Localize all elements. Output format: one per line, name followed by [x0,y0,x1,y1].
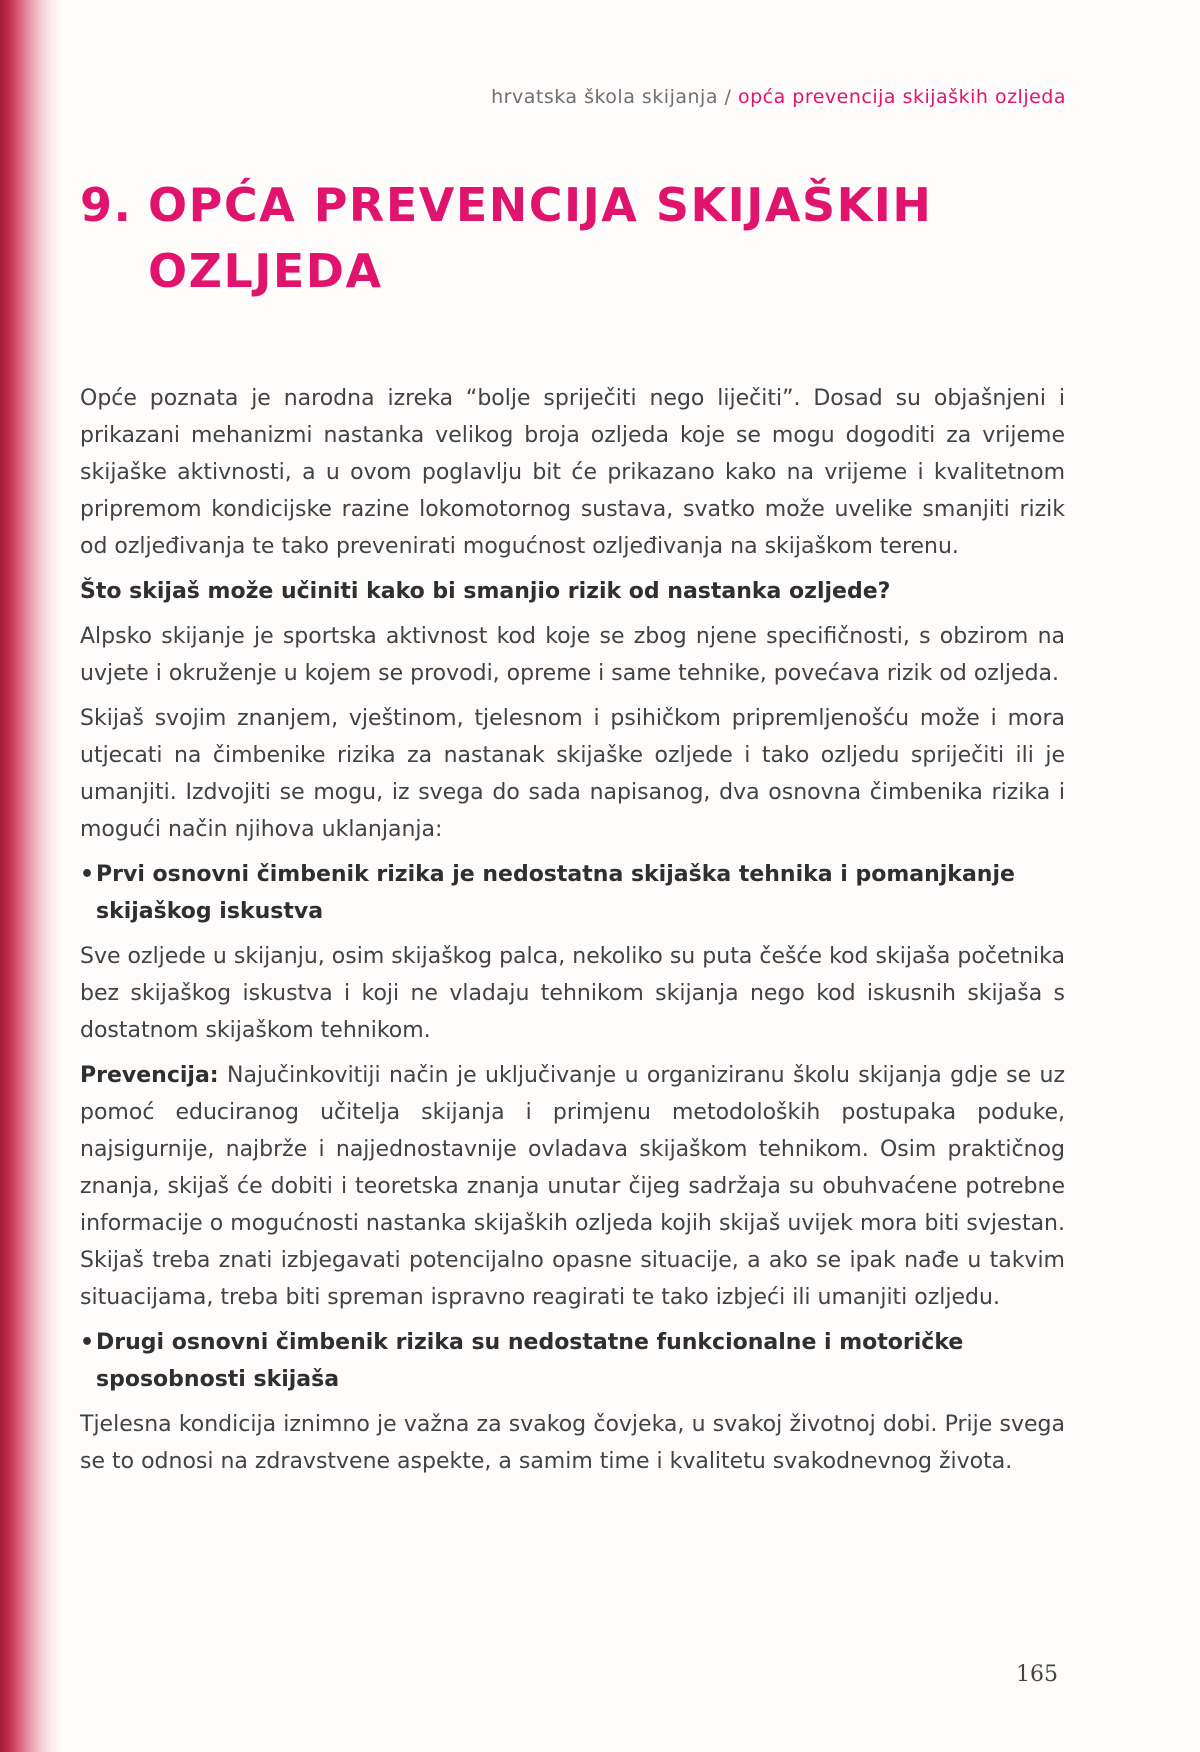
bullet-heading-text: Drugi osnovni čimbenik rizika su nedostatne funkcionalne i motoričke sposobnosti skijaša [96,1330,964,1392]
book-spine-edge [0,0,62,1752]
intro-paragraph: Opće poznata je narodna izreka “bolje spriječiti nego liječiti”. Dosad su objašnjeni i prikazani mehanizmi nastanka velikog broja ozljeda koje se mogu dogoditi za vrijeme skijaške aktivnosti, a u ovom poglavlju bit će prikazano kako na vrijeme i kvalitetnom pripremom kondicijske razine lokomotornog sustava, svatko može uvelike smanjiti rizik od ozljeđivanja te tako prevenirati mogućnost ozljeđivanja na skijaškom terenu. [80,386,1065,559]
bullet-heading-first-risk-factor [80,856,1065,930]
prevention-label: Prevencija: [80,1063,219,1088]
question-subheading: Što skijaš može učiniti kako bi smanjio rizik od nastanka ozljede? [80,579,891,604]
paragraph-physical-condition: Tjelesna kondicija iznimno je važna za svakog čovjeka, u svakoj životnoj dobi. Prije svega se to odnosi na zdravstvene aspekte, a samim time i kvalitetu svakodnevnog života. [80,1412,1065,1474]
bullet-heading-second-risk-factor [80,1324,1065,1398]
bullet-heading-text: Prvi osnovni čimbenik rizika je nedostatna skijaška tehnika i pomanjkanje skijaškog iskustva [96,862,1015,924]
paragraph-injury-frequency: Sve ozljede u skijanju, osim skijaškog palca, nekoliko su puta češće kod skijaša početnika bez skijaškog iskustva i koji ne vladaju tehnikom skijanja nego kod iskusnih skijaša s dostatnom skijaškom tehnikom. [80,944,1065,1043]
chapter-heading [80,172,1080,304]
running-header [491,86,1066,108]
running-header-chapter-title: opća prevencija skijaških ozljeda [737,86,1066,108]
running-header-book-title: hrvatska škola skijanja [491,86,718,108]
chapter-body [80,380,1065,1488]
page-number: 165 [1016,1662,1058,1687]
chapter-title: OPĆA PREVENCIJA SKIJAŠKIH OZLJEDA [148,178,933,298]
bullet-dot: • [80,862,95,887]
paragraph-alpine-skiing: Alpsko skijanje je sportska aktivnost kod koje se zbog njene specifičnosti, s obzirom na uvjete i okruženje u kojem se provodi, opreme i same tehnike, povećava rizik od ozljeda. [80,624,1065,686]
running-header-separator: / [717,86,738,108]
paragraph-prevention [80,1057,1065,1316]
prevention-text: Najučinkovitiji način je uključivanje u organiziranu školu skijanja gdje se uz pomoć educiranog učitelja skijanja i primjenu metodoloških postupaka poduke, najsigurnije, najbrže i najjednostavnije ovladava skijaškom tehnikom. Osim praktičnog znanja, skijaš će dobiti i teoretska znanja unutar čijeg sadržaja su obuhvaćene potrebne informacije o mogućnosti nastanka skijaških ozljeda kojih skijaš uvijek mora biti svjestan. Skijaš treba znati izbjegavati potencijalno opasne situacije, a ako se ipak nađe u takvim situacijama, treba biti spreman ispravno reagirati te tako izbjeći ili umanjiti ozljedu. [80,1063,1065,1310]
bullet-dot: • [80,1330,95,1355]
chapter-number: 9. [80,178,133,232]
paragraph-risk-factors: Skijaš svojim znanjem, vještinom, tjelesnom i psihičkom pripremljenošću može i mora utjecati na čimbenike rizika za nastanak skijaške ozljede i tako ozljedu spriječiti ili je umanjiti. Izdvojiti se mogu, iz svega do sada napisanog, dva osnovna čimbenika rizika i mogući način njihova uklanjanja: [80,706,1065,842]
